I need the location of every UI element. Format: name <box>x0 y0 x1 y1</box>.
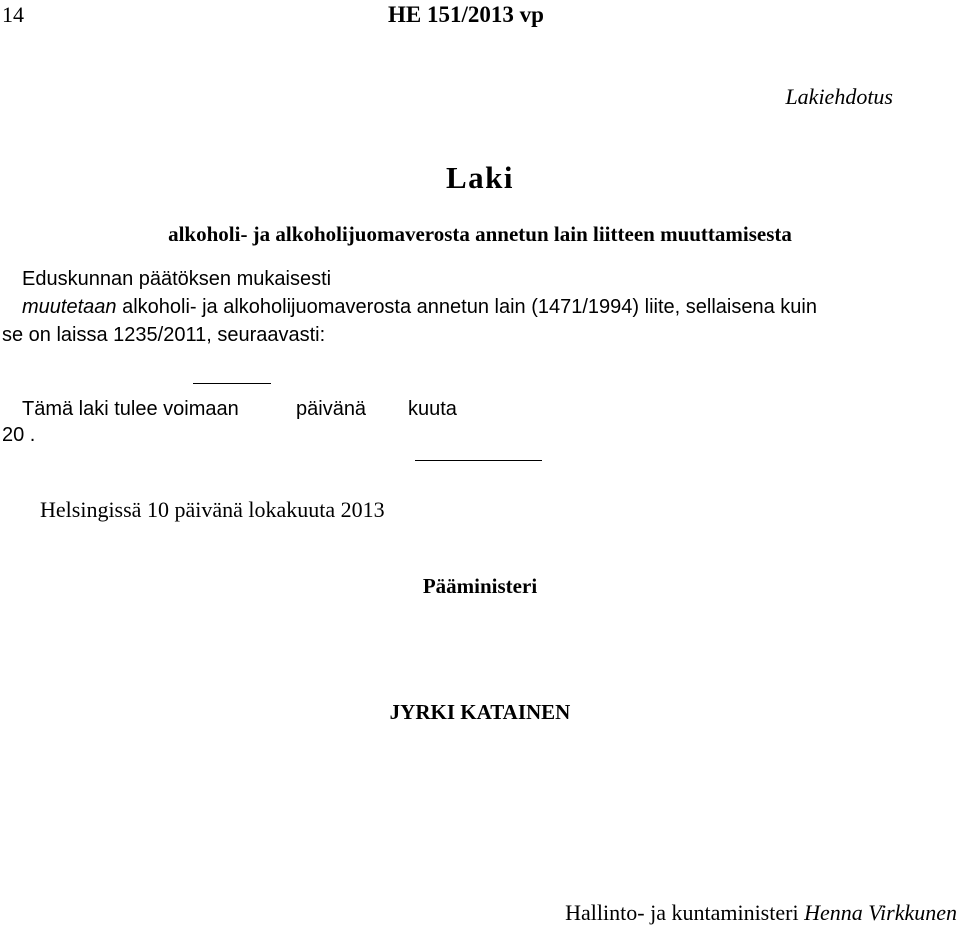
document-type: Lakiehdotus <box>785 84 893 109</box>
end-divider <box>415 460 542 461</box>
entry-year: 20 . <box>2 424 36 446</box>
amendment-line-2: se on laissa 1235/2011, seuraavasti: <box>2 324 326 346</box>
entry-day-label: päivänä <box>296 398 367 420</box>
prime-minister-title: Pääministeri <box>422 574 538 598</box>
page-number: 14 <box>2 2 24 27</box>
prime-minister-name: JYRKI KATAINEN <box>389 700 571 724</box>
minister-name: Henna Virkkunen <box>804 900 957 925</box>
law-subtitle: alkoholi- ja alkoholijuomaverosta annetun lain liitteen muuttamisesta <box>168 222 792 246</box>
entry-text: Tämä laki tulee voimaan <box>22 398 239 420</box>
section-divider <box>193 383 271 384</box>
minister-signature <box>565 900 957 926</box>
document-id: HE 151/2013 vp <box>388 2 544 27</box>
entry-month-label: kuuta <box>408 398 457 420</box>
place-and-date: Helsingissä 10 päivänä lokakuuta 2013 <box>40 497 385 522</box>
amendment-line-1 <box>22 296 817 319</box>
amendment-text: alkoholi- ja alkoholijuomaverosta annetun lain (1471/1994) liite, sellaisena kuin <box>116 296 817 318</box>
law-title: Laki <box>445 160 515 195</box>
enactment-clause: Eduskunnan päätöksen mukaisesti <box>22 268 332 290</box>
minister-role: Hallinto- ja kuntaministeri <box>565 900 799 925</box>
amend-keyword: muutetaan <box>22 296 117 318</box>
